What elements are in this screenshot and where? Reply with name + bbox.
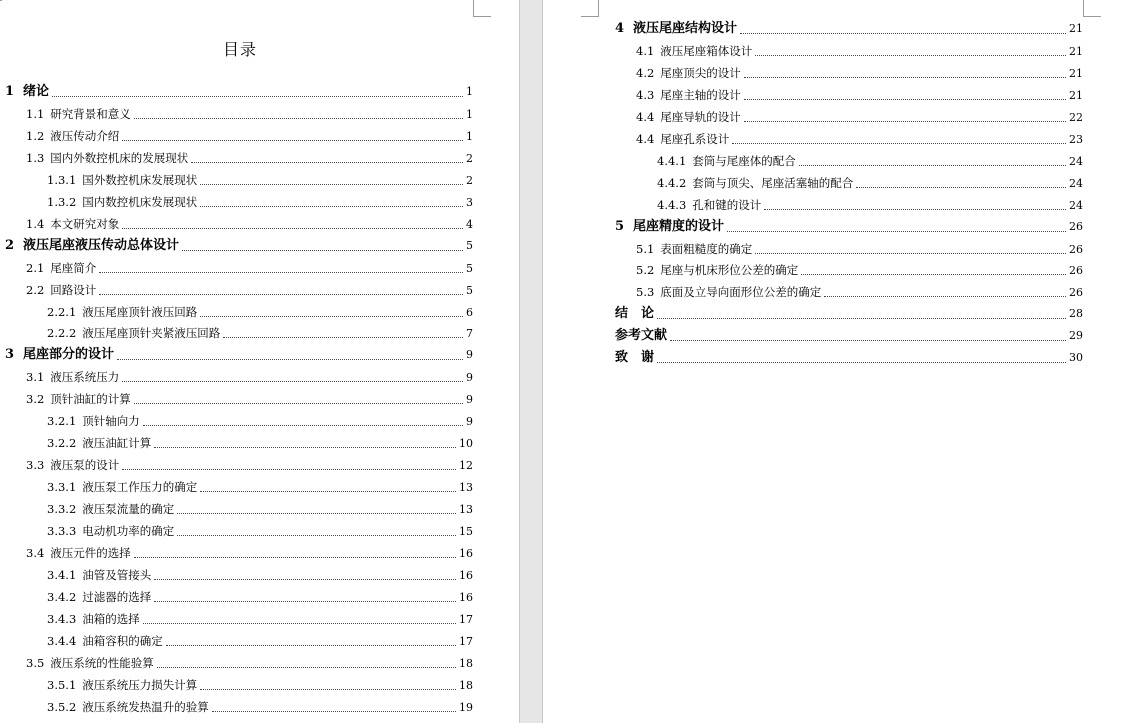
entry-number: 5 [615, 218, 625, 234]
toc-entry[interactable] [26, 213, 473, 235]
entry-number: 5.1 [636, 241, 655, 256]
entry-page-number: 10 [459, 437, 473, 451]
dot-leader [755, 252, 1066, 254]
toc-entry[interactable] [47, 169, 473, 191]
entry-page-number: 29 [1069, 329, 1083, 343]
dot-leader [223, 336, 463, 338]
dot-leader [200, 183, 463, 185]
dot-leader [200, 688, 456, 690]
entry-title: 尾座孔系设计 [660, 131, 730, 146]
entry-title: 研究背景和意义 [50, 106, 131, 121]
entry-page-number: 6 [466, 305, 473, 319]
dot-leader [134, 556, 456, 558]
dot-leader [755, 54, 1066, 56]
dot-leader [99, 271, 463, 273]
toc-entry[interactable] [47, 608, 473, 630]
entry-number: 3.4.4 [47, 633, 77, 648]
entry-page-number: 26 [1069, 242, 1083, 256]
entry-page-number: 19 [459, 700, 473, 714]
dot-leader [122, 227, 463, 229]
toc-entry[interactable] [26, 454, 473, 476]
entry-page-number: 22 [1069, 110, 1083, 124]
toc-entry[interactable] [26, 103, 473, 125]
entry-title: 液压系统压力损失计算 [82, 677, 198, 692]
entry-number: 3.3.3 [47, 524, 77, 538]
dot-leader [177, 512, 456, 514]
entry-number: 4.1 [636, 43, 655, 58]
entry-title: 液压元件的选择 [50, 545, 131, 560]
entry-number: 3.3.2 [47, 502, 77, 517]
entry-title: 液压泵流量的确定 [82, 502, 175, 517]
entry-number: 2 [5, 237, 15, 253]
entry-page-number: 26 [1069, 219, 1083, 233]
dot-leader [824, 295, 1066, 297]
dot-leader [657, 361, 1066, 363]
crop-mark [473, 0, 474, 17]
toc-entry[interactable] [615, 18, 1083, 40]
entry-page-number: 9 [466, 371, 473, 385]
entry-title: 顶针轴向力 [82, 414, 140, 429]
entry-title: 尾座与机床形位公差的确定 [660, 263, 799, 278]
entry-title: 国内数控机床发展现状 [82, 194, 198, 209]
entry-title: 尾座精度的设计 [633, 218, 725, 234]
entry-number: 4.2 [636, 65, 655, 80]
entry-number: 2.1 [26, 260, 45, 275]
entry-title: 致 谢 [615, 350, 655, 366]
entry-page-number: 16 [459, 546, 473, 560]
toc-entry[interactable] [636, 106, 1083, 128]
entry-number: 5.2 [636, 263, 655, 278]
entry-number: 3.4.3 [47, 611, 77, 626]
entry-number: 3.5.2 [47, 699, 77, 714]
entry-page-number: 28 [1069, 307, 1083, 321]
dot-leader [200, 315, 463, 317]
dot-leader [744, 120, 1066, 122]
entry-page-number: 18 [459, 678, 473, 692]
entry-page-number: 16 [459, 568, 473, 582]
toc-entry[interactable] [26, 279, 473, 301]
toc-entry[interactable] [47, 498, 473, 520]
entry-title: 油箱的选择 [82, 611, 140, 626]
entry-title: 底面及立导向面形位公差的确定 [660, 285, 822, 300]
dot-leader [52, 95, 463, 97]
crop-mark [581, 16, 599, 17]
toc-entry[interactable] [26, 257, 473, 279]
entry-title: 尾座主轴的设计 [660, 87, 741, 102]
dot-leader [799, 164, 1066, 166]
entry-number: 3 [5, 347, 15, 363]
entry-title: 液压泵工作压力的确定 [82, 480, 198, 495]
entry-title: 过滤器的选择 [82, 589, 152, 604]
entry-number: 3.2.2 [47, 436, 77, 451]
toc-entry[interactable] [47, 432, 473, 454]
entry-page-number: 9 [466, 415, 473, 429]
entry-number: 4.3 [636, 87, 655, 102]
entry-title: 表面粗糙度的确定 [660, 241, 753, 256]
toc-entry[interactable] [26, 366, 473, 388]
entry-title: 结 论 [615, 306, 655, 322]
entry-title: 绪论 [23, 84, 50, 99]
toc-entry[interactable] [26, 388, 473, 410]
entry-number: 1.3 [26, 150, 45, 165]
entry-number: 3.1 [26, 370, 45, 385]
page-gutter [519, 0, 543, 723]
dot-leader [744, 76, 1066, 78]
toc-entry[interactable] [47, 301, 473, 323]
toc-entry[interactable] [47, 586, 473, 608]
dot-leader [727, 230, 1066, 232]
entry-title: 套筒与顶尖、尾座活塞轴的配合 [692, 175, 854, 190]
dot-leader [143, 622, 456, 624]
entry-page-number: 5 [466, 238, 473, 252]
dot-leader [670, 339, 1066, 341]
entry-title: 尾座顶尖的设计 [660, 65, 741, 80]
entry-title: 本文研究对象 [50, 216, 120, 231]
entry-title: 液压系统的性能验算 [50, 655, 154, 670]
entry-number: 5.3 [636, 285, 655, 300]
entry-page-number: 26 [1069, 264, 1083, 278]
entry-title: 液压尾座顶针液压回路 [82, 304, 198, 319]
dot-leader [122, 468, 456, 470]
entry-title: 液压尾座顶针夹紧液压回路 [82, 326, 221, 341]
toc-entry[interactable] [636, 238, 1083, 260]
entry-page-number: 21 [1069, 22, 1083, 35]
toc-entry[interactable] [657, 172, 1083, 194]
entry-number: 1.3.2 [47, 194, 77, 209]
toc-entry[interactable] [615, 216, 1083, 238]
crop-mark [0, 0, 2, 1]
dot-leader [182, 249, 463, 251]
entry-title: 尾座部分的设计 [23, 347, 115, 363]
crop-mark [598, 0, 599, 17]
toc-entry[interactable] [47, 630, 473, 652]
entry-number: 2.2 [26, 282, 45, 297]
entry-title: 顶针油缸的计算 [50, 392, 131, 407]
dot-leader [200, 490, 456, 492]
entry-page-number: 5 [466, 283, 473, 297]
entry-number: 3.4 [26, 545, 45, 560]
dot-leader [117, 358, 463, 360]
dot-leader [122, 139, 463, 141]
dot-leader [212, 710, 456, 712]
dot-leader [134, 402, 463, 404]
dot-leader [99, 293, 463, 295]
dot-leader [200, 205, 463, 207]
entry-title: 油箱容积的确定 [82, 633, 163, 648]
dot-leader [744, 98, 1066, 100]
entry-page-number: 24 [1069, 198, 1083, 212]
dot-leader [740, 32, 1066, 34]
entry-title: 套筒与尾座体的配合 [692, 153, 796, 168]
entry-number: 1 [5, 84, 15, 99]
entry-page-number: 24 [1069, 154, 1083, 168]
crop-mark [1083, 16, 1101, 17]
toc-entry[interactable] [47, 564, 473, 586]
toc-entry[interactable] [636, 84, 1083, 106]
entry-number: 3.3 [26, 458, 45, 473]
entry-number: 2.2.1 [47, 304, 77, 319]
toc-entry[interactable] [636, 40, 1083, 62]
entry-number: 4.4.2 [657, 175, 687, 190]
toc-entry[interactable] [26, 542, 473, 564]
dot-leader [154, 446, 456, 448]
entry-page-number: 12 [459, 459, 473, 473]
toc-entry[interactable] [636, 128, 1083, 150]
entry-title: 液压泵的设计 [50, 458, 120, 473]
entry-page-number: 9 [466, 393, 473, 407]
entry-page-number: 5 [466, 261, 473, 275]
toc-entry[interactable] [636, 62, 1083, 84]
entry-page-number: 21 [1069, 66, 1083, 80]
entry-number: 4.4 [636, 109, 655, 124]
entry-page-number: 23 [1069, 132, 1083, 146]
entry-page-number: 3 [466, 195, 473, 209]
entry-number: 4.4 [636, 131, 655, 146]
toc-entry[interactable] [615, 325, 1083, 347]
entry-page-number: 13 [459, 481, 473, 495]
entry-title: 国外数控机床发展现状 [82, 172, 198, 187]
entry-number: 1.1 [26, 106, 45, 121]
entry-title: 尾座简介 [50, 260, 97, 275]
entry-title: 液压尾座液压传动总体设计 [23, 237, 180, 253]
toc-entry[interactable] [47, 674, 473, 696]
dot-leader [122, 380, 463, 382]
toc-entry[interactable] [47, 410, 473, 432]
left-page [0, 0, 519, 723]
toc-entry[interactable] [47, 520, 473, 542]
entry-page-number: 4 [466, 217, 473, 231]
entry-title: 液压系统发热温升的验算 [82, 699, 209, 714]
entry-number: 2.2.2 [47, 326, 77, 341]
entry-number: 3.4.1 [47, 567, 77, 582]
entry-page-number: 15 [459, 525, 473, 538]
dot-leader [657, 317, 1066, 319]
toc-entry[interactable] [5, 235, 473, 257]
entry-page-number: 1 [466, 85, 473, 98]
entry-page-number: 1 [466, 107, 473, 121]
entry-page-number: 30 [1069, 351, 1083, 365]
dot-leader [166, 644, 456, 646]
dot-leader [856, 186, 1066, 188]
entry-page-number: 24 [1069, 176, 1083, 190]
toc-entry[interactable] [615, 303, 1083, 325]
toc-entry[interactable] [47, 696, 473, 718]
entry-title: 电动机功率的确定 [82, 524, 175, 538]
dot-leader [154, 578, 456, 580]
entry-number: 4 [615, 21, 625, 36]
toc-entry[interactable] [5, 344, 473, 366]
toc-entry[interactable] [26, 147, 473, 169]
entry-page-number: 16 [459, 590, 473, 604]
entry-number: 1.3.1 [47, 172, 77, 187]
dot-leader [191, 161, 463, 163]
toc-entry[interactable] [636, 259, 1083, 281]
entry-page-number: 26 [1069, 286, 1083, 300]
crop-mark [1083, 0, 1084, 17]
dot-leader [801, 273, 1066, 275]
entry-number: 3.2.1 [47, 414, 77, 429]
entry-title: 液压系统压力 [50, 370, 120, 385]
entry-page-number: 2 [466, 151, 473, 165]
toc-entry[interactable] [47, 322, 473, 344]
entry-page-number: 18 [459, 656, 473, 670]
entry-number: 1.4 [26, 216, 45, 231]
entry-page-number: 17 [459, 612, 473, 626]
entry-page-number: 21 [1069, 44, 1083, 58]
entry-title: 液压传动介绍 [50, 128, 120, 143]
entry-number: 3.5.1 [47, 677, 77, 692]
right-page [543, 0, 1135, 723]
entry-page-number: 13 [459, 503, 473, 517]
entry-number: 3.4.2 [47, 589, 77, 604]
toc-entry[interactable] [26, 125, 473, 147]
toc-entry[interactable] [47, 476, 473, 498]
entry-title: 油管及管接头 [82, 567, 152, 582]
dot-leader [764, 208, 1066, 210]
entry-page-number: 7 [466, 327, 473, 341]
entry-title: 液压尾座箱体设计 [660, 43, 753, 58]
entry-number: 1.2 [26, 128, 45, 143]
entry-number: 4.4.1 [657, 153, 687, 168]
toc-entry[interactable] [657, 194, 1083, 216]
toc-entry[interactable] [636, 281, 1083, 303]
entry-page-number: 2 [466, 173, 473, 187]
entry-number: 4.4.3 [657, 197, 687, 212]
entry-title: 参考文献 [615, 328, 668, 344]
entry-title: 孔和键的设计 [692, 197, 762, 212]
toc-entry[interactable] [5, 81, 473, 103]
toc-entry[interactable] [657, 150, 1083, 172]
dot-leader [134, 117, 463, 119]
entry-number: 3.3.1 [47, 480, 77, 495]
dot-leader [177, 534, 456, 536]
toc-entry[interactable] [615, 347, 1083, 369]
entry-title: 液压尾座结构设计 [633, 21, 738, 36]
toc-entry[interactable] [47, 191, 473, 213]
dot-leader [143, 424, 463, 426]
entry-page-number: 21 [1069, 88, 1083, 102]
entry-page-number: 17 [459, 634, 473, 648]
entry-page-number: 1 [466, 129, 473, 143]
entry-title: 尾座导轨的设计 [660, 109, 741, 124]
entry-title: 回路设计 [50, 282, 97, 297]
toc-entry[interactable] [26, 652, 473, 674]
entry-title: 液压油缸计算 [82, 436, 152, 451]
dot-leader [732, 142, 1066, 144]
entry-number: 3.5 [26, 655, 45, 670]
toc-title: 目录 [222, 40, 257, 59]
entry-number: 3.2 [26, 392, 45, 407]
dot-leader [157, 666, 456, 668]
entry-page-number: 9 [466, 348, 473, 362]
dot-leader [154, 600, 456, 602]
crop-mark [473, 16, 491, 17]
entry-title: 国内外数控机床的发展现状 [50, 150, 189, 165]
